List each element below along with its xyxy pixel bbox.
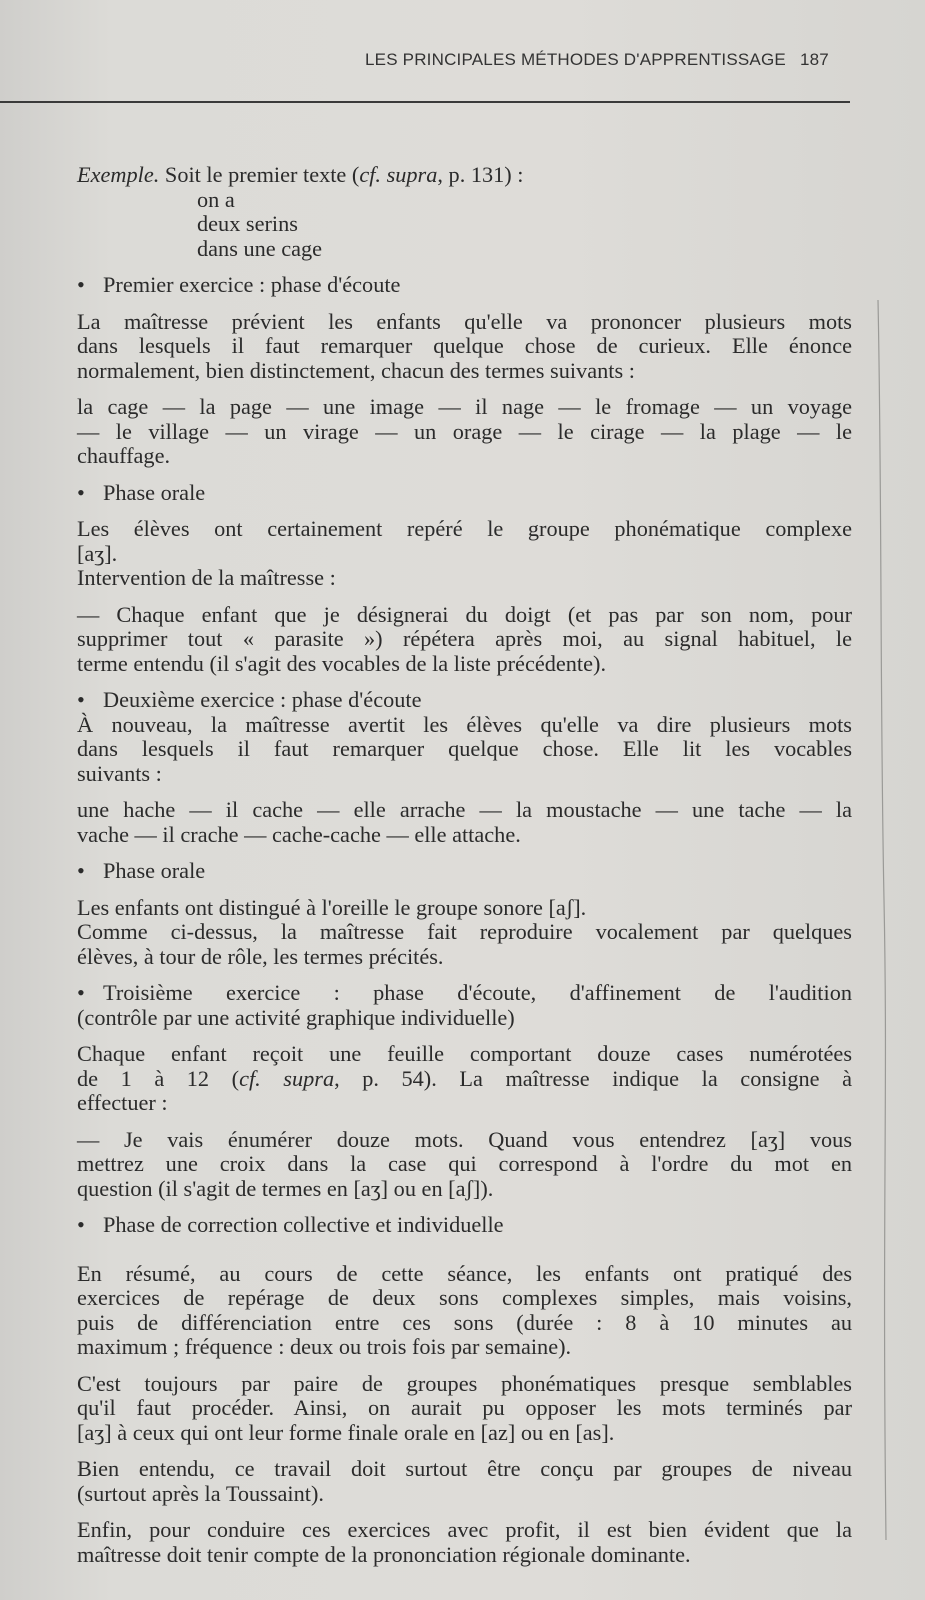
summary-line: exercices de repérage de deux sons complexes simples, mais voisins, bbox=[77, 1285, 852, 1310]
correction-heading: • Phase de correction collective et individuelle bbox=[77, 1212, 504, 1237]
word-list-line: la cage — la page — une image — il nage — le fromage — un voyage bbox=[77, 394, 852, 419]
oral-phase-2-heading: • Phase orale bbox=[77, 858, 206, 883]
summary-line: maîtresse doit tenir compte de la prononciation régionale dominante. bbox=[77, 1541, 691, 1567]
quote-line: — Je vais énumérer douze mots. Quand vous entendrez [aʒ] vous bbox=[77, 1126, 852, 1152]
paragraph-line: La maîtresse prévient les enfants qu'elle va prononcer plusieurs mots bbox=[77, 308, 852, 334]
word-list-line: chauffage. bbox=[77, 443, 171, 468]
summary-line: (surtout après la Toussaint). bbox=[77, 1480, 324, 1506]
margin-pencil-mark bbox=[876, 300, 890, 1540]
paragraph-line: de 1 à 12 (cf. supra, p. 54). La maîtresse indique la consigne à bbox=[77, 1065, 853, 1091]
exercise-3-heading: • Troisième exercice : phase d'écoute, d'affinement de l'audition bbox=[77, 980, 852, 1005]
word-list-line: — le village — un virage — un orage — le cirage — la plage — le bbox=[77, 418, 852, 444]
paragraph-line: dans lesquels il faut remarquer quelque chose de curieux. Elle énonce bbox=[77, 333, 852, 358]
paragraph-line: effectuer : bbox=[77, 1090, 168, 1115]
summary-line: qu'il faut procéder. Ainsi, on aurait pu opposer les mots terminés par bbox=[77, 1395, 852, 1420]
paragraph-line: élèves, à tour de rôle, les termes précités. bbox=[77, 943, 444, 969]
summary-line: [aʒ] à ceux qui ont leur forme finale orale en [az] ou en [as]. bbox=[77, 1419, 615, 1445]
running-head bbox=[365, 50, 845, 70]
paragraph-line: À nouveau, la maîtresse avertit les élèves qu'elle va dire plusieurs mots bbox=[77, 711, 852, 737]
paragraph-line: normalement, bien distinctement, chacun des termes suivants : bbox=[77, 357, 635, 383]
text-body bbox=[77, 163, 852, 1567]
summary-line: maximum ; fréquence : deux ou trois fois par semaine). bbox=[77, 1334, 572, 1359]
exercise-3-heading-cont: (contrôle par une activité graphique individuelle) bbox=[77, 1004, 515, 1030]
summary-line: C'est toujours par paire de groupes phonématiques presque semblables bbox=[77, 1370, 852, 1396]
poem-line: on a bbox=[197, 186, 235, 212]
paragraph-line: Les enfants ont distingué à l'oreille le groupe sonore [aʃ]. bbox=[77, 894, 587, 920]
quote-line: terme entendu (il s'agit des vocables de la liste précédente). bbox=[77, 650, 607, 676]
poem-line: dans une cage bbox=[197, 235, 323, 261]
bullet-icon: • bbox=[77, 479, 85, 505]
summary-line: En résumé, au cours de cette séance, les enfants ont pratiqué des bbox=[77, 1260, 852, 1286]
paragraph-line: Comme ci-dessus, la maîtresse fait reproduire vocalement par quelques bbox=[77, 919, 852, 944]
summary-line: puis de différenciation entre ces sons (durée : 8 à 10 minutes au bbox=[77, 1309, 852, 1335]
bullet-icon: • bbox=[77, 980, 85, 1005]
paragraph-line: [aʒ]. bbox=[77, 540, 118, 566]
cf-reference: cf. supra bbox=[239, 1065, 335, 1091]
example-cf: cf. supra bbox=[359, 162, 438, 187]
oral-phase-1-heading: • Phase orale bbox=[77, 479, 206, 505]
summary-line: Bien entendu, ce travail doit surtout être conçu par groupes de niveau bbox=[77, 1456, 852, 1481]
quote-line: — Chaque enfant que je désignerai du doigt (et pas par son nom, pour bbox=[77, 601, 852, 627]
quote-line: mettrez une croix dans la case qui correspond à l'ordre du mot en bbox=[77, 1151, 852, 1176]
page-number: 187 bbox=[799, 50, 829, 69]
word-list-line: vache — il crache — cache-cache — elle attache. bbox=[77, 821, 521, 847]
quote-line: question (il s'agit de termes en [aʒ] ou en [aʃ]). bbox=[77, 1175, 494, 1201]
exercise-2-heading: • Deuxième exercice : phase d'écoute bbox=[77, 687, 422, 712]
bullet-icon: • bbox=[77, 858, 85, 883]
intervention-line: Intervention de la maîtresse : bbox=[77, 565, 336, 590]
paragraph-line: suivants : bbox=[77, 760, 162, 786]
paragraph-line: dans lesquels il faut remarquer quelque chose. Elle lit les vocables bbox=[77, 736, 852, 761]
exercise-1-heading: • Premier exercice : phase d'écoute bbox=[77, 272, 401, 297]
poem-line: deux serins bbox=[197, 211, 298, 236]
example-intro: Exemple. Soit le premier texte (cf. supra, p. 131) : bbox=[77, 162, 524, 187]
quote-line: supprimer tout « parasite ») répétera après moi, au signal habituel, le bbox=[77, 626, 852, 651]
header-rule bbox=[0, 101, 850, 103]
paragraph-line: Chaque enfant reçoit une feuille comportant douze cases numérotées bbox=[77, 1041, 852, 1066]
word-list-line: une hache — il cache — elle arrache — la moustache — une tache — la bbox=[77, 797, 852, 822]
paragraph-line: Les élèves ont certainement repéré le groupe phonématique complexe bbox=[77, 516, 852, 541]
summary-line: Enfin, pour conduire ces exercices avec profit, il est bien évident que la bbox=[77, 1517, 852, 1542]
bullet-icon: • bbox=[77, 272, 85, 297]
example-label: Exemple. bbox=[77, 162, 160, 187]
bullet-icon: • bbox=[77, 1212, 85, 1237]
bullet-icon: • bbox=[77, 687, 85, 712]
running-title: LES PRINCIPALES MÉTHODES D'APPRENTISSAGE bbox=[365, 50, 786, 69]
